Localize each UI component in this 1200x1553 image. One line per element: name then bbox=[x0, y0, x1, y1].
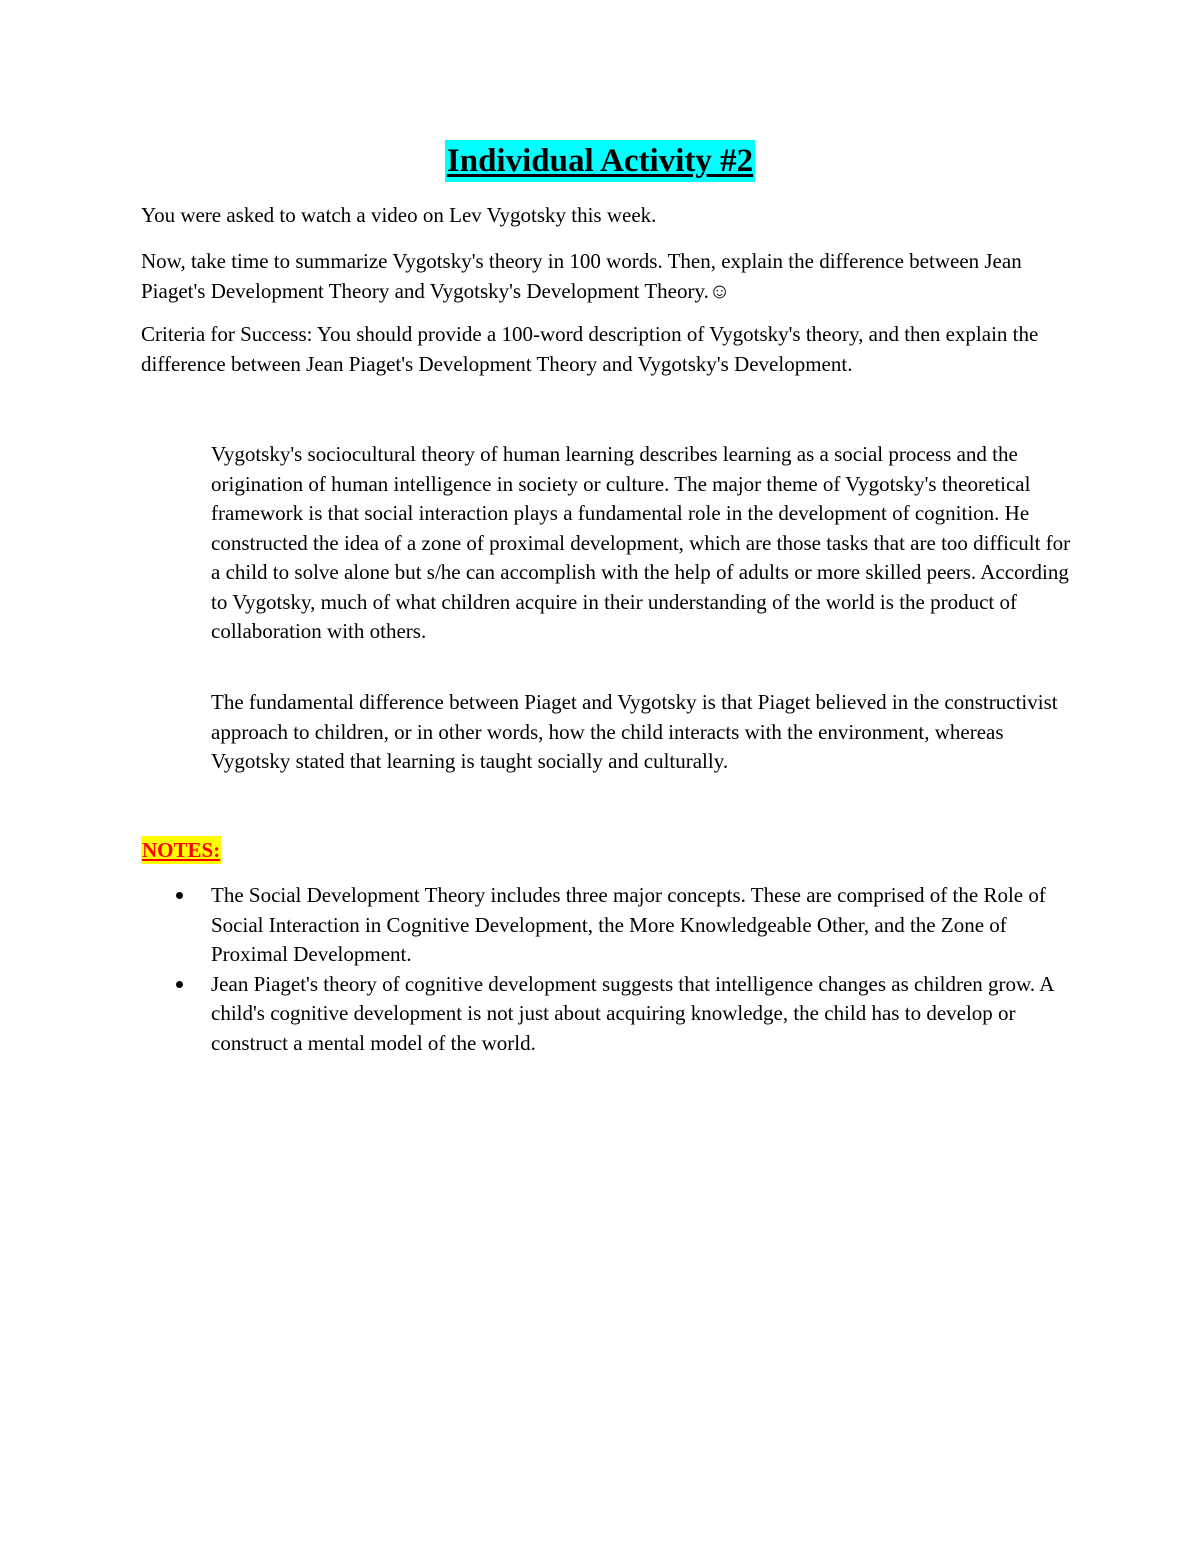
title-container bbox=[0, 140, 1200, 182]
answer-paragraph-1: Vygotsky's sociocultural theory of human learning describes learning as a social process and the origination of human intelligence in society or culture. The major theme of Vygotsky's theoretical framework is that social interaction plays a fundamental role in the development of cognition. He constructed the idea of a zone of proximal development, which are those tasks that are too difficult for a child to solve alone but s/he can accomplish with the help of adults or more skilled peers. According to Vygotsky, much of what children acquire in their understanding of the world is the product of collaboration with others. bbox=[211, 442, 1071, 643]
intro-paragraph: You were asked to watch a video on Lev Vygotsky this week. bbox=[141, 203, 657, 227]
instructions-paragraph: Now, take time to summarize Vygotsky's theory in 100 words. Then, explain the difference between Jean Piaget's Development Theory and Vygotsky's Development Theory.☺ bbox=[141, 249, 1022, 303]
bullet-icon bbox=[176, 892, 183, 899]
note-text: The Social Development Theory includes three major concepts. These are comprised of the Role of Social Interaction in Cognitive Development, the More Knowledgeable Other, and the Zone of Proximal Development. bbox=[211, 883, 1046, 966]
list-item bbox=[0, 970, 1061, 1059]
list-item bbox=[0, 881, 1061, 970]
bullet-icon bbox=[176, 981, 183, 988]
notes-heading: NOTES: bbox=[142, 838, 221, 862]
notes-list bbox=[0, 881, 1200, 1058]
notes-heading-container bbox=[141, 836, 221, 864]
answer-paragraph-2: The fundamental difference between Piaget and Vygotsky is that Piaget believed in the constructivist approach to children, or in other words, how the child interacts with the environment, whereas Vygotsky stated that learning is taught socially and culturally. bbox=[211, 690, 1058, 773]
note-text: Jean Piaget's theory of cognitive development suggests that intelligence changes as children grow. A child's cognitive development is not just about acquiring knowledge, the child has to develop or construct a mental model of the world. bbox=[211, 971, 1054, 1055]
criteria-paragraph: Criteria for Success: You should provide a 100-word description of Vygotsky's theory, and then explain the difference between Jean Piaget's Development Theory and Vygotsky's Development. bbox=[141, 322, 1039, 376]
document-title: Individual Activity #2 bbox=[445, 140, 755, 182]
